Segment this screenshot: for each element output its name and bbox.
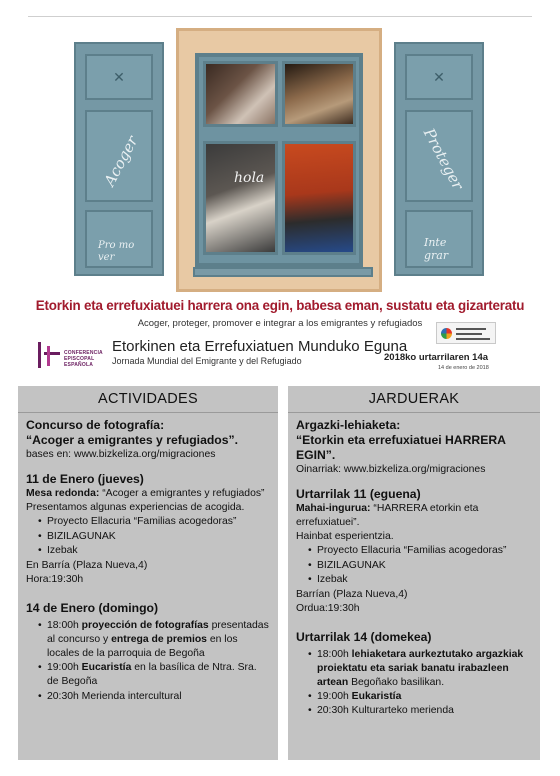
list-item: • 19:00h Eukaristía <box>308 690 531 704</box>
day-heading: 11 de Enero (jueves) <box>26 472 144 486</box>
page-title: Etorkinen eta Errefuxiatuen Munduko Eguna <box>112 338 408 355</box>
list-item: • 19:00h Eucaristía en la basílica de Ntra. Sra. de Begoña <box>38 661 269 689</box>
contest-title: Argazki-lehiaketa: <box>296 418 401 432</box>
jarduerak-column: JARDUERAK Argazki-lehiaketa: “Etorkin eta errefuxiatuei HARRERA EGIN”. Oinarriak: www.bizkeliza.org/migraciones Urtarrilak 11 (eguena) Mahai-ingurua: “HARRERA etorkin eta errefuxiatuei”. Hainbat esperientzia. • Proyecto Ellacuria “Familias acogedoras” • BIZILAGUNAK • Izebak Barrían (Plaza Nueva,4) Ordua:19:30h Urtarrilak 14 (domekea) • 18:00h lehiaketara aurkeztutako argazkiak proiektatu eta sariak banatu irabazleen artean Begoñako basilikan. • 19:00h Eukaristía • 20:30h Kulturarteko merienda <box>288 386 540 760</box>
list-item: • Proyecto Ellacuria “Familias acogedoras” <box>308 544 531 559</box>
list-item: • Proyecto Ellacuria “Familias acogedoras” <box>38 515 269 530</box>
left-shutter: ✕ Acoger Pro mo ver <box>74 42 164 276</box>
list-item: • Izebak <box>308 573 531 588</box>
event-label: Mahai-ingurua: <box>296 503 371 514</box>
list-item: • 20:30h Kulturarteko merienda <box>308 704 531 718</box>
photo-chalkboard <box>203 141 278 255</box>
list-item: • 18:00h proyección de fotografías presentadas al concurso y entrega de premios en los locales de la parroquia de Begoña <box>38 619 269 662</box>
subline: Acoger, proteger, promover e integrar a los emigrantes y refugiados <box>137 318 423 329</box>
event-place: En Barría (Plaza Nueva,4) <box>26 559 148 571</box>
column-title: JARDUERAK <box>288 386 540 413</box>
shutter-word-promover: Pro mo ver <box>98 240 135 263</box>
campaign-logo <box>436 322 496 344</box>
contest-title: Concurso de fotografía: <box>26 418 165 432</box>
window-illustration <box>74 28 484 292</box>
list-item: • BIZILAGUNAK <box>38 530 269 545</box>
event-place: Barrían (Plaza Nueva,4) <box>296 588 408 600</box>
event-time: Hora:19:30h <box>26 573 84 585</box>
window-sill <box>193 267 373 277</box>
colorwheel-icon <box>441 328 452 339</box>
shutter-word-acoger: Acoger <box>100 132 142 190</box>
date-eu: 2018ko urtarrilaren 14a <box>384 352 489 363</box>
contest-title: “Etorkin eta errefuxiatuei HARRERA EGIN”. <box>296 433 506 462</box>
day-heading: Urtarrilak 11 (eguena) <box>296 487 421 501</box>
contest-title: “Acoger a emigrantes y refugiados”. <box>26 433 238 447</box>
contest-bases: bases en: www.bizkeliza.org/migraciones <box>26 449 216 460</box>
right-shutter: ✕ Proteger Inte grar <box>394 42 484 276</box>
photo-woman <box>282 61 356 127</box>
day-heading: 14 de Enero (domingo) <box>26 600 159 615</box>
contest-bases: Oinarriak: www.bizkeliza.org/migraciones <box>296 464 486 475</box>
photo-group <box>282 141 356 255</box>
window-frame <box>176 28 382 292</box>
list-item: • BIZILAGUNAK <box>308 559 531 574</box>
headline: Etorkin eta errefuxiatuei harrera ona egin, babesa eman, sustatu eta gizarteratu <box>35 298 525 313</box>
shutter-word-integrar: Inte grar <box>424 236 449 262</box>
event-time: Ordua:19:30h <box>296 602 360 614</box>
cee-logo: CONFERENCIA EPISCOPAL ESPAÑOLA <box>38 342 110 372</box>
event-label: Mesa redonda: <box>26 488 100 499</box>
activities-column: ACTIVIDADES Concurso de fotografía: “Acoger a emigrantes y refugiados”. bases en: www.bizkeliza.org/migraciones 11 de Enero (jueves) Mesa redonda: “Acoger a emigrantes y refugiados” Presentamos algunas experiencias de acogida. • Proyecto Ellacuria “Familias acogedoras” • BIZILAGUNAK • Izebak En Barría (Plaza Nueva,4) Hora:19:30h 14 de Enero (domingo) • 18:00h proyección de fotografías presentadas al concurso y entrega de premios en los locales de la parroquia de Begoña • 19:00h Eucaristía en la basílica de Ntra. Sra. de Begoña • 20:30h Merienda intercultural <box>18 386 278 760</box>
date-es: 14 de enero de 2018 <box>438 365 489 371</box>
experience-list <box>308 544 531 588</box>
shutter-word-proteger: Proteger <box>419 125 468 193</box>
photo-hands <box>203 61 278 127</box>
window-sash <box>195 53 363 267</box>
top-rule <box>28 16 532 17</box>
list-item: • 20:30h Merienda intercultural <box>38 690 269 704</box>
schedule-list <box>308 648 531 719</box>
chalkboard-word: hola <box>234 170 265 186</box>
day-heading: Urtarrilak 14 (domekea) <box>296 629 432 644</box>
page-subtitle: Jornada Mundial del Emigrante y del Refugiado <box>112 356 302 366</box>
list-item: • 18:00h lehiaketara aurkeztutako argazkiak proiektatu eta sariak banatu irabazleen artean Begoñako basilikan. <box>308 648 531 691</box>
cross-icon <box>38 342 60 368</box>
experience-list <box>38 515 269 559</box>
list-item: • Izebak <box>38 544 269 559</box>
column-title: ACTIVIDADES <box>18 386 278 413</box>
schedule-list <box>38 619 269 704</box>
